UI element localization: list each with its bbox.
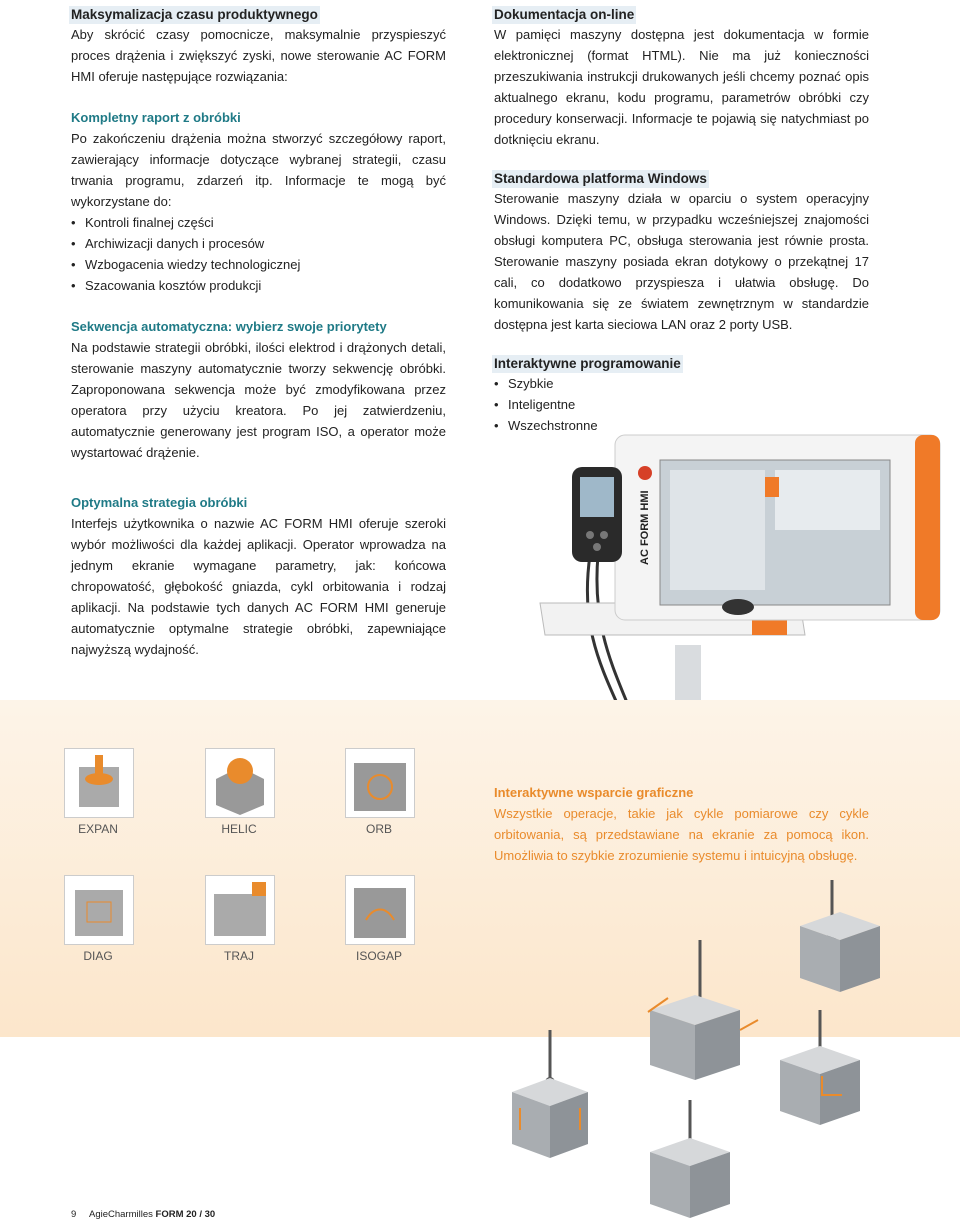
section-text: Po zakończeniu drążenia można stworzyć szczegółowy raport, zawierający informacje dotyczące wybranej strategii, czasu trwania programu, zdarzeń itp. Informacje te mogą być wykorzystane do:	[71, 131, 446, 209]
list-item: • Szybkie	[494, 373, 869, 394]
section-report	[71, 107, 446, 296]
list-item: • Wzbogacenia wiedzy technologicznej	[71, 254, 446, 275]
section-documentation	[494, 6, 869, 150]
isogap-icon	[345, 875, 415, 945]
section-text: Na podstawie strategii obróbki, ilości elektrod i drążonych detali, sterowanie maszyny automatycznie tworzy sekwencję obróbki. Zaproponowana sekwencja może być zmodyfikowana przez operatora przy użyciu kreatora. Po jej zatwierdzeniu, automatycznie generowany jest program ISO, a operator może wystartować drążenie.	[71, 340, 446, 460]
section-windows	[494, 170, 869, 335]
pendant-screen	[580, 477, 614, 517]
section-text: Wszystkie operacje, takie jak cykle pomiarowe czy cykle orbitowania, są przedstawiane na ekranie za pomocą ikon. Umożliwia to szybkie zrozumienie systemu i intuicyjną obsługę.	[494, 806, 869, 863]
orb-icon	[345, 748, 415, 818]
monitor-side-accent	[915, 435, 940, 620]
section-title: Maksymalizacja czasu produktywnego	[71, 7, 318, 22]
list-item: • Szacowania kosztów produkcji	[71, 275, 446, 296]
section-title: Kompletny raport z obróbki	[71, 110, 241, 125]
pendant-button-icon	[600, 531, 608, 539]
section-title: Interaktywne programowanie	[494, 356, 681, 371]
section-interactive	[494, 355, 869, 436]
section-title: Standardowa platforma Windows	[494, 171, 707, 186]
list-item: • Wszechstronne	[494, 415, 869, 436]
diag-icon	[64, 875, 134, 945]
model-name: FORM 20 / 30	[155, 1209, 216, 1220]
pendant-button-icon	[586, 531, 594, 539]
helic-icon	[205, 748, 275, 818]
section-text: W pamięci maszyny dostępna jest dokumentacja w formie elektronicznej (format HTML). Nie ma już konieczności przeszukiwania instrukcji drukowanych jeśli chcemy poznać opis aktualnego ekranu, kodu programu, parametrów obróbki czy procedury konserwacji. Informacje te pojawią się natychmiast po dotknięciu ekranu.	[494, 27, 869, 147]
section-title: Dokumentacja on-line	[494, 7, 635, 22]
section-sequence	[71, 316, 446, 463]
icon-label: DIAG	[83, 949, 113, 963]
section-title: Optymalna strategia obróbki	[71, 495, 248, 510]
traj-icon	[205, 875, 275, 945]
measurement-cubes-illustration	[500, 880, 960, 1220]
section-title: Sekwencja automatyczna: wybierz swoje priorytety	[71, 319, 387, 334]
screen-icon	[765, 477, 779, 497]
right-column	[494, 6, 869, 456]
bullet-list	[71, 212, 446, 296]
icon-label: ISOGAP	[355, 949, 402, 963]
brand-name: AgieCharmilles	[88, 1209, 153, 1220]
icon-label: EXPAN	[78, 822, 118, 836]
screen-panel	[670, 470, 765, 590]
section-title: Interaktywne wsparcie graficzne	[494, 785, 694, 800]
mouse-icon	[722, 599, 754, 615]
section-text: Interfejs użytkownika o nazwie AC FORM HMI oferuje szeroki wybór możliwości dla każdej aplikacji. Operator wprowadza na jednym ekranie wymagane parametry, jak: końcowa chropowatość, głębokość gniazda, cykl orbitowania i rodzaj aplikacji. Na podstawie tych danych AC FORM HMI generuje automatycznie optymalne strategie obróbki, zapewniające najwyższą wydajność.	[71, 516, 446, 657]
pendant-button-icon	[593, 543, 601, 551]
section-strategy	[71, 492, 446, 660]
section-productive-time	[71, 6, 446, 87]
icon-label: TRAJ	[224, 949, 254, 963]
emergency-stop-icon	[638, 466, 652, 480]
expan-icon	[64, 748, 134, 818]
page-number: 9	[71, 1209, 77, 1220]
page-footer	[71, 1209, 215, 1220]
screen-panel	[775, 470, 880, 530]
section-text: Aby skrócić czasy pomocnicze, maksymalnie przyspieszyć proces drążenia i zwiększyć zyski, nowe sterowanie AC FORM HMI oferuje następujące rozwiązania:	[71, 27, 446, 84]
left-column	[71, 6, 446, 680]
list-item: • Kontroli finalnej części	[71, 212, 446, 233]
section-text: Sterowanie maszyny działa w oparciu o system operacyjny Windows. Dzięki temu, w przypadku wcześniejszej znajomości obsługi komputera PC, obsługa sterowania jest równie prosta. Sterowanie maszyny posiada ekran dotykowy o przekątnej 17 cali, co dodatkowo przyspiesza i ułatwia obsługę. Do komunikowania się ze światem zewnętrznym w standardzie dostępna jest karta sieciowa LAN oraz 2 porty USB.	[494, 191, 869, 332]
hmi-terminal-illustration	[520, 425, 960, 710]
icon-label: ORB	[365, 822, 392, 836]
list-item: • Archiwizacji danych i procesów	[71, 233, 446, 254]
icon-label: HELIC	[221, 822, 257, 836]
screen-label: AC FORM HMI	[639, 490, 651, 565]
graphic-support-text	[494, 782, 869, 866]
list-item: • Inteligentne	[494, 394, 869, 415]
